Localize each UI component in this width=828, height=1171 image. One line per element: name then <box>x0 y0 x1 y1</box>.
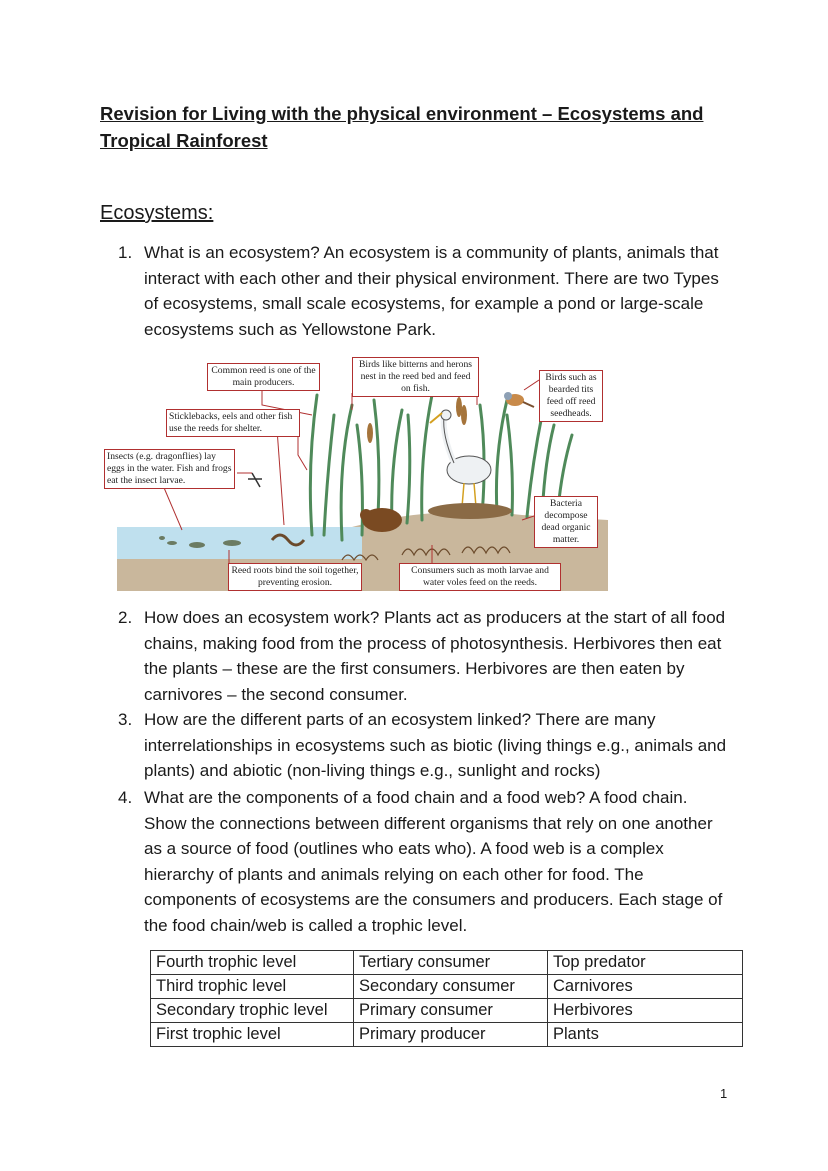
table-cell: Fourth trophic level <box>151 951 354 975</box>
table-cell: Carnivores <box>548 975 743 999</box>
table-cell: Primary consumer <box>354 999 548 1023</box>
label-consumers: Consumers such as moth larvae and water voles feed on the reeds. <box>399 563 561 591</box>
table-cell: Plants <box>548 1023 743 1047</box>
table-cell: Secondary consumer <box>354 975 548 999</box>
label-birds-tits: Birds such as bearded tits feed off reed seedheads. <box>539 370 603 422</box>
table-cell: Secondary trophic level <box>151 999 354 1023</box>
table-cell: Primary producer <box>354 1023 548 1047</box>
dragonfly <box>248 473 262 487</box>
question-3 <box>118 707 728 784</box>
question-1 <box>118 240 728 342</box>
document-title: Revision for Living with the physical environment – Ecosystems and Tropical Rainforest <box>100 103 704 151</box>
table-cell: Herbivores <box>548 999 743 1023</box>
question-text: How does an ecosystem work? Plants act as producers at the start of all food chains, making food from the process of photosynthesis. Herbivores then eat the plants – these are the first consumers. Herbivores are then eaten by carnivores – the second consumer. <box>144 608 726 704</box>
table-row <box>151 975 743 999</box>
question-text: What is an ecosystem? An ecosystem is a community of plants, animals that interact with each other and their physical environment. There are two Types of ecosystems, small scale ecosystems, for example a pond or large-scale ecosystems such as Yellowstone Park. <box>144 243 719 339</box>
bearded-tit <box>504 392 534 407</box>
question-4 <box>118 785 728 938</box>
label-bacteria: Bacteria decompose dead organic matter. <box>534 496 598 548</box>
nest <box>428 503 512 519</box>
label-sticklebacks: Sticklebacks, eels and other fish use the reeds for shelter. <box>166 409 300 437</box>
table-row <box>151 1023 743 1047</box>
label-birds-bitterns: Birds like bitterns and herons nest in the reed bed and feed on fish. <box>352 357 479 397</box>
table-cell: Tertiary consumer <box>354 951 548 975</box>
label-reed-roots: Reed roots bind the soil together, preventing erosion. <box>228 563 362 591</box>
reed-bed-diagram <box>102 355 608 591</box>
table-row <box>151 999 743 1023</box>
table-row <box>151 951 743 975</box>
question-number: 2. <box>118 608 133 627</box>
trophic-level-table <box>150 950 743 1047</box>
table-cell: First trophic level <box>151 1023 354 1047</box>
question-text: How are the different parts of an ecosystem linked? There are many interrelationships in ecosystems such as biotic (living things e.g., animals and plants) and abiotic (non-living things e.g., sunlight and rocks) <box>144 710 727 780</box>
question-number: 4. <box>118 788 133 807</box>
table-cell: Third trophic level <box>151 975 354 999</box>
question-number: 3. <box>118 710 133 729</box>
question-number: 1. <box>118 243 133 262</box>
question-2 <box>118 605 728 707</box>
label-insects: Insects (e.g. dragonflies) lay eggs in the water. Fish and frogs eat the insect larvae. <box>104 449 235 489</box>
section-heading: Ecosystems: <box>100 202 214 224</box>
table-cell: Top predator <box>548 951 743 975</box>
question-text: What are the components of a food chain and a food web? A food chain. Show the connections between different organisms that rely on one another as a source of food (outlines who eats who). A food web is a complex hierarchy of plants and animals relying on each other for food. The components of ecosystems are the consumers and producers. Each stage of the food chain/web is called a trophic level. <box>144 788 723 935</box>
label-common-reed: Common reed is one of the main producers. <box>207 363 320 391</box>
page-number: 1 <box>720 1086 728 1101</box>
